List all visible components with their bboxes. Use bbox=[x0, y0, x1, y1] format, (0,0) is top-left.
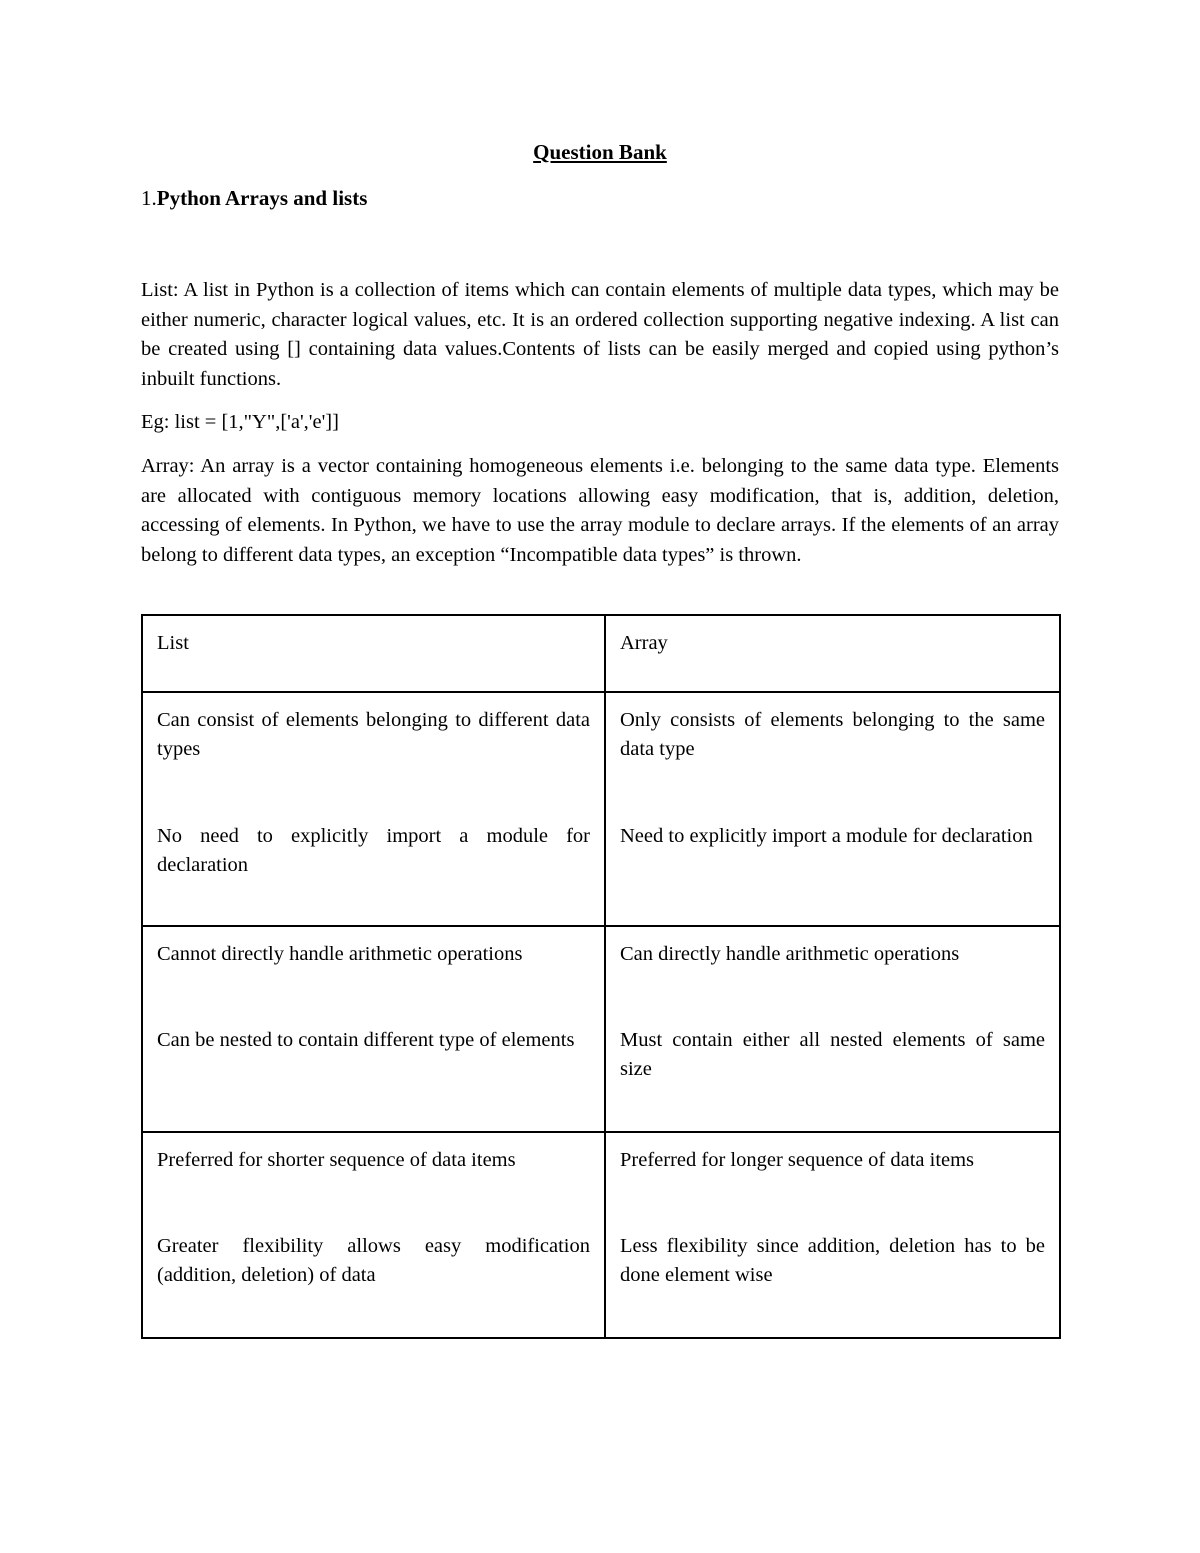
section-heading bbox=[141, 186, 367, 211]
table-cell-list: Preferred for shorter sequence of data items bbox=[142, 1132, 605, 1219]
table-row bbox=[142, 926, 1060, 1013]
table-row bbox=[142, 1219, 1060, 1338]
table-cell-list: Cannot directly handle arithmetic operations bbox=[142, 926, 605, 1013]
table-header-array: Array bbox=[605, 615, 1060, 692]
page-title: Question Bank bbox=[533, 140, 667, 164]
list-example-paragraph: Eg: list = [1,"Y",['a','e']] bbox=[141, 411, 339, 433]
section-number: 1. bbox=[141, 186, 157, 210]
comparison-table bbox=[141, 614, 1061, 1339]
table-cell-array: Preferred for longer sequence of data items bbox=[605, 1132, 1060, 1219]
section-title: Python Arrays and lists bbox=[156, 186, 368, 210]
table-cell-array: Must contain either all nested elements of same size bbox=[605, 1013, 1060, 1132]
table-row bbox=[142, 1013, 1060, 1132]
table-cell-list: Greater flexibility allows easy modification (addition, deletion) of data bbox=[142, 1219, 605, 1338]
table-cell-list: Can consist of elements belonging to different data types bbox=[142, 692, 605, 809]
table-row bbox=[142, 1132, 1060, 1219]
list-definition-paragraph: List: A list in Python is a collection of items which can contain elements of multiple data types, which may be either numeric, character logical values, etc. It is an ordered collection supporting negative indexing. A list can be created using [] containing data values.Contents of lists can be easily merged and copied using python’s inbuilt functions. bbox=[141, 279, 1059, 390]
table-cell-array: Can directly handle arithmetic operations bbox=[605, 926, 1060, 1013]
table-cell-list: Can be nested to contain different type of elements bbox=[142, 1013, 605, 1132]
table-row bbox=[142, 809, 1060, 926]
table-cell-list: No need to explicitly import a module for declaration bbox=[142, 809, 605, 926]
table-header-row bbox=[142, 615, 1060, 692]
table-cell-array: Less flexibility since addition, deletion has to be done element wise bbox=[605, 1219, 1060, 1338]
table-row bbox=[142, 692, 1060, 809]
table-cell-array: Only consists of elements belonging to the same data type bbox=[605, 692, 1060, 809]
array-definition-paragraph: Array: An array is a vector containing homogeneous elements i.e. belonging to the same data type. Elements are allocated with contiguous memory locations allowing easy modification, that is, addition, deletion, accessing of elements. In Python, we have to use the array module to declare arrays. If the elements of an array belong to different data types, an exception “Incompatible data types” is thrown. bbox=[141, 455, 1059, 566]
table-header-list: List bbox=[142, 615, 605, 692]
table-cell-array: Need to explicitly import a module for declaration bbox=[605, 809, 1060, 926]
